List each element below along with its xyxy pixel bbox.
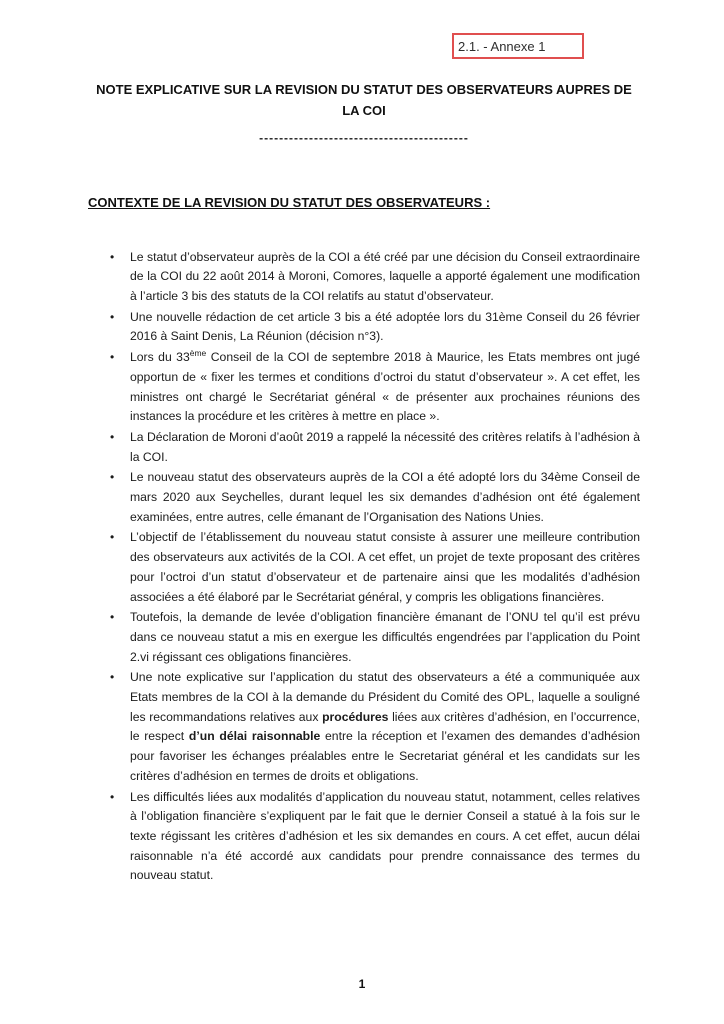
list-item xyxy=(88,608,640,667)
bullet-text: Une note explicative sur l’application du statut des observateurs a été a communiquée aux Etats membres de la COI à la demande du Président du Comité des OPL, laquelle a souligné les recommandations relatives aux procédures liées aux critères d’adhésion, en l’occurrence, le respect d’un délai raisonnable entre la réception et l’examen des demandes d’adhésion pour favoriser les échanges préalables entre le Secretariat général et les candidats sur les critères d’adhésion en termes de droits et obligations. xyxy=(130,670,641,783)
bullet-text: Les difficultés liées aux modalités d’application du nouveau statut, notamment, celles relatives à l’obligation financière s’expliquent par le fait que le dernier Conseil a statué à la fois sur le texte régissant les critères d’adhésion et les six demandes en cours. A cet effet, aucun délai raisonnable n’a été accordé aux candidats pour prendre connaissance des termes du nouveau statut. xyxy=(130,789,640,883)
bullet-marker: • xyxy=(110,789,115,804)
bullet-marker: • xyxy=(110,470,115,485)
bullet-text: Une nouvelle rédaction de cet article 3 bis a été adoptée lors du 31ème Conseil du 26 février 2016 à Saint Denis, La Réunion (décision n°3). xyxy=(130,309,640,344)
list-item xyxy=(88,668,640,786)
list-item xyxy=(88,788,640,887)
bullet-text: Lors du 33ème Conseil de la COI de septembre 2018 à Maurice, les Etats membres ont jugé opportun de « fixer les termes et conditions d’octroi du statut d’observateur ». A cet effet, les ministres ont chargé le Secrétariat général « de présenter aux prochaines réunions des instances la procédure et les critères à mettre en place ». xyxy=(130,348,640,424)
bullet-text: La Déclaration de Moroni d’août 2019 a rappelé la nécessité des critères relatifs à l’adhésion à la COI. xyxy=(130,429,640,464)
page-title-line-1: NOTE EXPLICATIVE SUR LA REVISION DU STATUT DES OBSERVATEURS AUPRES DE xyxy=(96,82,632,97)
list-item xyxy=(88,348,640,427)
annex-label: 2.1. - Annexe 1 xyxy=(458,38,546,54)
list-item xyxy=(88,428,640,467)
list-item xyxy=(88,308,640,347)
bullet-list xyxy=(88,248,640,887)
list-item xyxy=(88,248,640,307)
bullet-text: Le nouveau statut des observateurs auprès de la COI a été adopté lors du 34ème Conseil de mars 2020 aux Seychelles, durant lequel les six demandes d’adhésion ont été également examinées, entre autres, celle émanant de l’Organisation des Nations Unies. xyxy=(130,470,640,524)
bullet-marker: • xyxy=(110,610,115,625)
list-item xyxy=(88,528,640,607)
bullet-marker: • xyxy=(110,350,115,365)
bullet-marker: • xyxy=(110,249,115,264)
bullet-marker: • xyxy=(110,309,115,324)
document-content xyxy=(88,80,640,887)
bullet-marker: • xyxy=(110,530,115,545)
annex-box xyxy=(452,33,584,59)
section-heading: CONTEXTE DE LA REVISION DU STATUT DES OBSERVATEURS : xyxy=(88,194,491,210)
bullet-marker: • xyxy=(110,670,115,685)
title-divider: ------------------------------------------ xyxy=(259,130,469,145)
page-title-line-2: LA COI xyxy=(342,102,386,118)
bullet-text: L’objectif de l’établissement du nouveau statut consiste à assurer une meilleure contribution des observateurs aux activités de la COI. A cet effet, un projet de texte proposant des critères pour l’octroi d’un statut d’observateur et de partenaire ainsi que les modalités d’adhésion associées a été élaboré par le Secrétariat général, y compris les obligations financières. xyxy=(130,530,640,604)
page-number: 1 xyxy=(358,977,366,991)
page-title xyxy=(88,80,640,122)
list-item xyxy=(88,468,640,527)
bullet-text: Le statut d’observateur auprès de la COI a été créé par une décision du Conseil extraordinaire de la COI du 22 août 2014 à Moroni, Comores, laquelle a apporté également une modification à l’article 3 bis des statuts de la COI relatifs au statut d’observateur. xyxy=(130,249,640,303)
bullet-marker: • xyxy=(110,429,115,444)
bullet-text: Toutefois, la demande de levée d’obligation financière émanant de l’ONU tel qu’il est prévu dans ce nouveau statut a mis en exergue les difficultés engendrées par l’application du Point 2.vi régissant ces obligations financières. xyxy=(130,610,640,664)
